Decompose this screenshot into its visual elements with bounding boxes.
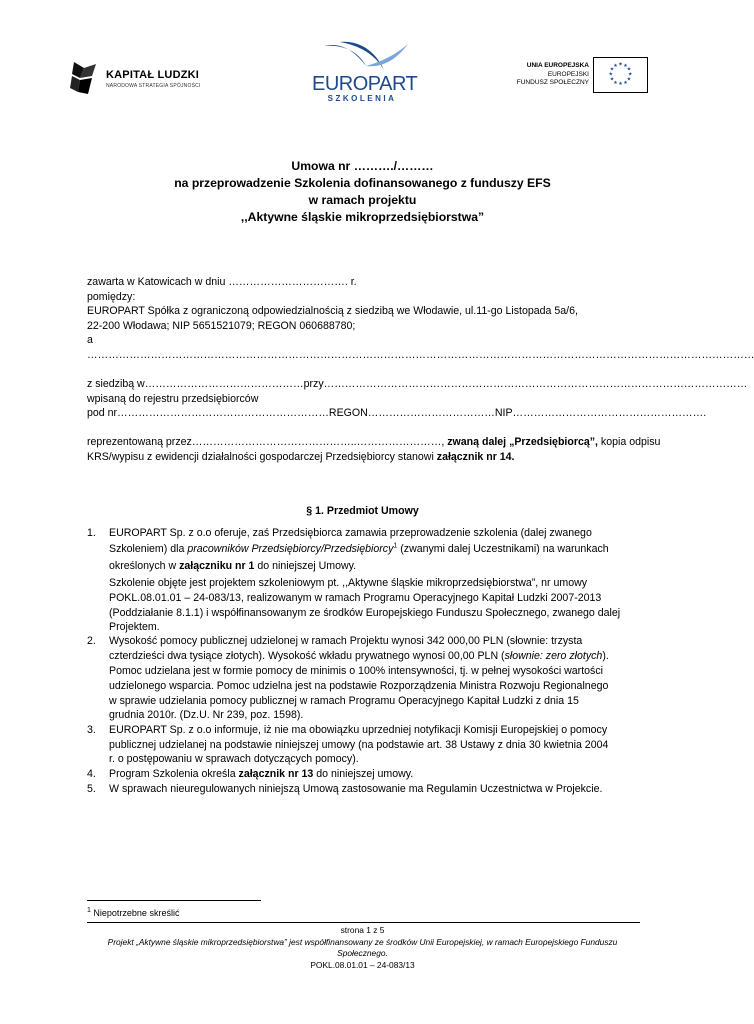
item1-line2-text: Szkoleniem) dla: [109, 543, 188, 555]
page-number: strona 1 z 5: [340, 925, 385, 935]
item1-p2-line4: Projektem.: [109, 621, 160, 633]
item2-line1: Wysokość pomocy publicznej udzielonej w ramach Projektu wynosi 342 000,00 PLN (słownie: trzysta: [109, 635, 583, 647]
ue-line1: UNIA EUROPEJSKA: [526, 62, 589, 69]
party1-line2: 22-200 Włodawa; NIP 5651521079; REGON 060688780;: [87, 320, 356, 332]
ue-line2: EUROPEJSKI: [547, 70, 589, 78]
title-line3: w ramach projektu: [308, 193, 417, 207]
europart-logo: [312, 40, 418, 103]
kapital-ludzki-title: KAPITAŁ LUDZKI: [106, 69, 200, 81]
footnote-number: 1: [87, 907, 91, 914]
item1-line3-end: do niniejszej Umowy.: [254, 560, 357, 572]
eu-stars-icon: [594, 58, 647, 92]
party2-alias: zwaną dalej „Przedsiębiorcą”,: [447, 436, 598, 448]
item4-end: do niniejszej umowy.: [313, 768, 414, 780]
item1-p2-line2: POKL.08.01.01 – 24-083/13, realizowanym w ramach Programu Operacyjnego Kapitał Ludzki 2007-2013: [109, 592, 602, 604]
section1-heading: § 1. Przedmiot Umowy: [306, 505, 419, 517]
item1-number: 1.: [87, 527, 96, 539]
kapital-ludzki-logo: [70, 60, 210, 96]
attachment-1: załączniku nr 1: [179, 560, 255, 572]
item5-number: 5.: [87, 783, 96, 795]
svg-text:★: ★: [626, 66, 632, 73]
register-label: wpisaną do rejestru przedsiębiorców: [87, 393, 259, 405]
item3-line2: publicznej udzielanej na podstawie niniejszej umowy (na podstawie art. 38 Ustawy z dnia 30 kwietnia 2004: [109, 739, 609, 751]
item4-number: 4.: [87, 768, 96, 780]
item1-participants: pracowników Przedsiębiorcy/Przedsiębiorcy: [187, 543, 394, 555]
kapital-ludzki-subtitle: NARODOWA STRATEGIA SPÓJNOŚCI: [106, 83, 201, 89]
representative-line1: [87, 435, 661, 450]
register-numbers-field: pod nr……………………………………………………REGON………………………………NIP……………………………………………….: [87, 407, 707, 419]
ue-line3: FUNDUSZ SPOŁECZNY: [516, 79, 589, 86]
item4-text: Program Szkolenia określa: [109, 768, 239, 780]
svg-text:★: ★: [628, 71, 633, 78]
svg-text:★: ★: [623, 62, 628, 69]
svg-text:★: ★: [618, 81, 623, 88]
item2-line2-end: ).: [602, 650, 609, 662]
footnote-divider: [87, 900, 261, 901]
project-info-line2: Społecznego.: [337, 948, 388, 958]
item2-line5: w sprawie udzielania pomocy publicznej w ramach Programu Operacyjnego Kapitał Ludzki z dnia 15: [109, 695, 579, 707]
project-code: POKL.08.01.01 – 24-083/13: [310, 960, 415, 970]
item2-line6: grudnia 2010r. (Dz.U. Nr 239, poz. 1598).: [109, 709, 304, 721]
item2-line4: udzielonego wsparcia. Pomoc udzielna jest na podstawie Rozporządzenia Ministra Rozwoju Regionalnego: [109, 680, 609, 692]
item2-line2-text: czterdzieści dwa tysiące złotych). Wysokość wkładu prywatnego wynosi 00,00 PLN (: [109, 650, 505, 662]
svg-text:★: ★: [609, 76, 615, 83]
svg-text:★: ★: [613, 79, 618, 86]
kapital-ludzki-emblem-icon: [70, 60, 98, 96]
ue-text: [517, 62, 589, 88]
europart-subtitle: SZKOLENIA: [327, 94, 397, 103]
svg-text:★: ★: [626, 76, 632, 83]
item2-amount-words: słownie: zero złotych: [504, 650, 603, 662]
title-line2: na przeprowadzenie Szkolenia dofinansowanego z funduszy EFS: [174, 176, 551, 190]
item2-line3: Pomoc udzielana jest w formie pomocy de minimis o 100% intensywności, tj. w pełnej wysokości wartości: [109, 665, 603, 677]
item3-line3: r. o postępowaniu w sprawach dotyczących pomocy).: [109, 753, 359, 765]
item4-line1: [109, 767, 638, 782]
item1-line1: EUROPART Sp. z o.o oferuje, zaś Przedsiębiorca zamawia przeprowadzenie szkolenia (dalej zwanego: [109, 527, 592, 539]
representative-line2: [87, 450, 515, 465]
svg-text:★: ★: [618, 61, 623, 68]
svg-text:★: ★: [623, 79, 628, 86]
item2-line2: [109, 649, 638, 664]
item1-line2: [109, 542, 638, 557]
item2-number: 2.: [87, 635, 96, 647]
footnote-ref: 1: [393, 542, 398, 550]
attachment-13: załącznik nr 13: [238, 768, 314, 780]
eu-flag: [593, 57, 648, 93]
svg-text:★: ★: [609, 66, 615, 73]
item5-line1: W sprawach nieuregulowanych niniejszą Umową zastosowanie ma Regulamin Uczestnictwa w Projekcie.: [109, 783, 603, 795]
europart-name: EUROPART: [312, 73, 418, 95]
item3-line1: EUROPART Sp. z o.o informuje, iż nie ma obowiązku uprzedniej notyfikacji Komisji Europejskiej o pomocy: [109, 724, 608, 736]
and-label: a: [87, 334, 93, 346]
item1-line3: [109, 559, 638, 574]
footer-divider: [87, 922, 640, 923]
title-line1: Umowa nr ………./………: [291, 159, 434, 173]
item1-p2-line3: (Poddziałanie 8.1.1) i współfinansowanym ze środków Europejskiego Funduszu Społecznego, zwanego dalej: [109, 607, 621, 619]
project-info: [105, 937, 620, 959]
party1-line1: EUROPART Spółka z ograniczoną odpowiedzialnością z siedzibą we Włodawie, ul.11-go Listopada 5a/6,: [87, 305, 578, 317]
europart-bird-icon: [320, 40, 410, 74]
title-line4: ,,Aktywne śląskie mikroprzedsiębiorstwa”: [240, 210, 485, 224]
item1-line2-end: (zwanymi dalej Uczestnikami) na warunkach: [397, 543, 609, 555]
footnote: [87, 908, 179, 918]
representative-text: reprezentowaną przez………………………………………..……………………,: [87, 436, 448, 448]
contract-place-date: zawarta w Katowicach w dniu ……………………………. r.: [87, 276, 357, 288]
item1-p2-line1: Szkolenie objęte jest projektem szkoleniowym pt. ,,Aktywne śląskie mikroprzedsiębiorstwa”, nr umowy: [109, 577, 588, 589]
item1-line3-text: określonych w: [109, 560, 180, 572]
party2-name-field: ………………………………………………………………………………………………………………………………………………………………………: [87, 349, 754, 361]
item3-number: 3.: [87, 724, 96, 736]
between-label: pomiędzy:: [87, 291, 136, 303]
footnote-text: Niepotrzebne skreślić: [90, 908, 180, 918]
representative-copy-text: kopia odpisu: [597, 436, 661, 448]
krs-text: KRS/wypisu z ewidencji działalności gospodarczej Przedsiębiorcy stanowi: [87, 451, 437, 463]
attachment-14: załącznik nr 14.: [436, 451, 515, 463]
party2-address-field: z siedzibą w………………………………………przy…………………………………………………………………………………………………………: [87, 378, 748, 390]
svg-text:★: ★: [613, 62, 618, 69]
project-info-line1: Projekt „Aktywne śląskie mikroprzedsiębiorstwa” jest współfinansowany ze środków Unii Europejskiej, w ramach Europejskiego Funduszu: [107, 937, 618, 947]
svg-text:★: ★: [608, 71, 613, 78]
